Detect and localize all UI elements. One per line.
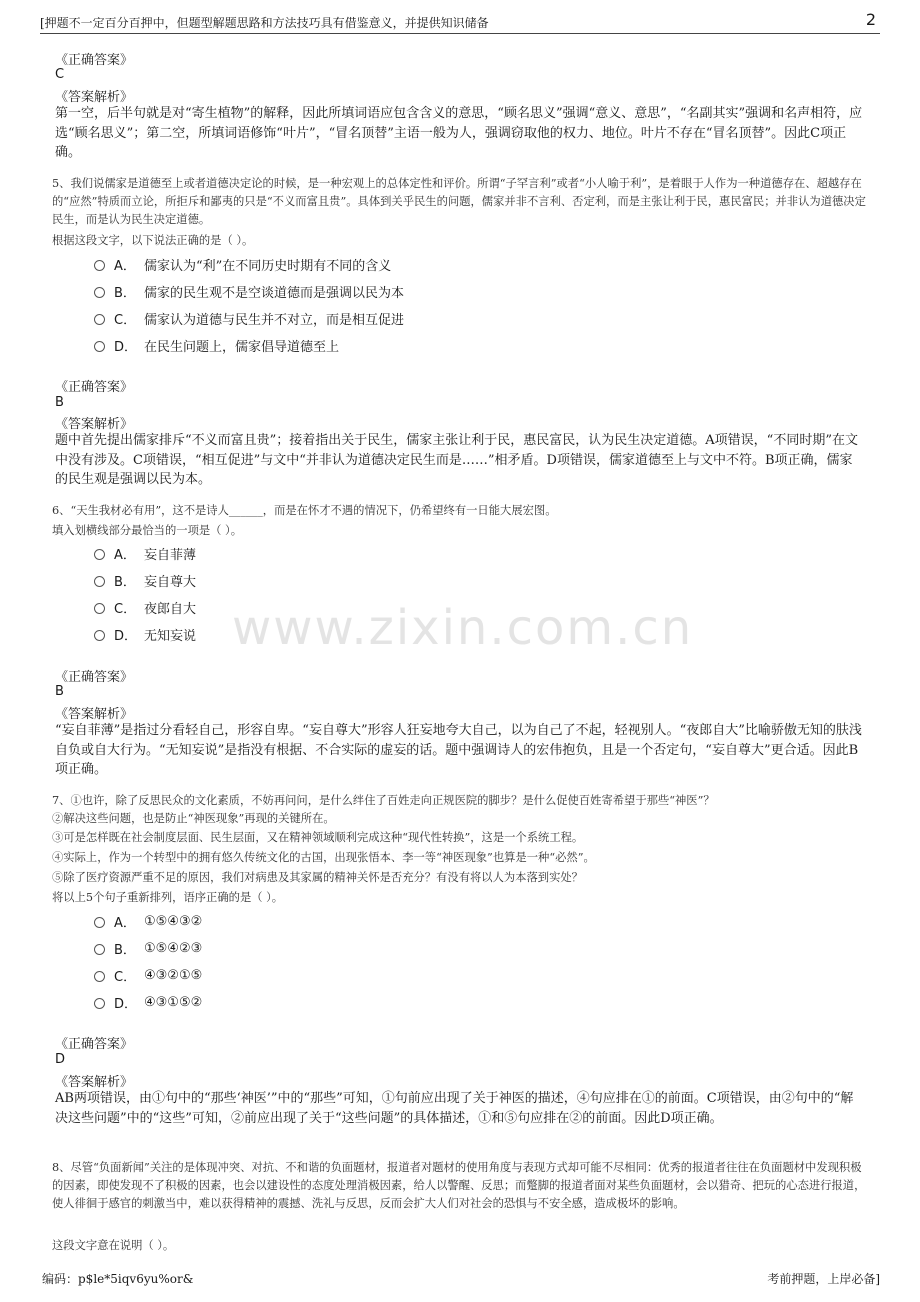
answer-explanation: AB两项错误，由①句中的“那些‘神医’”中的“那些”可知，①句前应出现了关于神医的描述，④句应排在①的前面。C项错误，由②句中的“解决这些问题”中的“这些”可知，②前应出现了关于“这些问题”的具体描述，①和⑤句应排在②的前面。因此D项正确。 <box>55 1091 854 1126</box>
radio-icon[interactable] <box>94 944 105 955</box>
option-text: ④③①⑤② <box>144 994 203 1010</box>
question-5-stem: 5、我们说儒家是道德至上或者道德决定论的时候，是一种宏观上的总体定性和评价。所谓“子罕言利”或者“小人喻于利”，是着眼于人作为一种道德存在、超越存在的“应然”特质而立论，所拒斥和鄙夷的只是“不义而富且贵”。具体到关乎民生的问题，儒家并非不言利、否定利，而是主张让利于民，惠民富民；并非认为道德决定民生，而是认为民生决定道德。 <box>52 177 866 226</box>
radio-icon[interactable] <box>94 917 105 928</box>
answer-letter: B <box>55 395 64 410</box>
q7-option-a[interactable] <box>94 911 202 931</box>
option-text: 儒家认为道德与民生并不对立，而是相互促进 <box>144 312 405 328</box>
option-text: 儒家认为“利”在不同历史时期有不同的含义 <box>144 258 392 274</box>
question-5-prompt: 根据这段文字，以下说法正确的是（ ）。 <box>52 234 254 247</box>
option-key: B． <box>114 942 136 958</box>
option-text: ①⑤④②③ <box>144 940 203 956</box>
answer-letter: D <box>55 1052 66 1067</box>
question-6-prompt: 填入划横线部分最恰当的一项是（ ）。 <box>52 524 242 537</box>
question-8-prompt: 这段文字意在说明（ ）。 <box>52 1239 175 1252</box>
radio-icon[interactable] <box>94 971 105 982</box>
question-6-stem: 6、“天生我材必有用”，这不是诗人______，而是在怀才不遇的情况下，仍希望终有一日能大展宏图。 <box>52 504 557 517</box>
option-key: D． <box>114 996 138 1012</box>
radio-icon[interactable] <box>94 576 105 587</box>
q7-option-d[interactable] <box>94 992 202 1012</box>
radio-icon[interactable] <box>94 260 105 271</box>
radio-icon[interactable] <box>94 630 105 641</box>
watermark: www.zixin.com.cn <box>232 600 694 656</box>
option-key: C． <box>114 969 137 985</box>
option-text: ①⑤④③② <box>144 913 203 929</box>
option-text: 儒家的民生观不是空谈道德而是强调以民为本 <box>144 285 405 301</box>
radio-icon[interactable] <box>94 603 105 614</box>
q6-option-a[interactable] <box>94 543 196 563</box>
option-key: A． <box>114 547 136 563</box>
option-text: 夜郎自大 <box>144 601 197 617</box>
radio-icon[interactable] <box>94 998 105 1009</box>
answer-explanation: “妄自菲薄”是指过分看轻自己，形容自卑。“妄自尊大”形容人狂妄地夸大自己，以为自己了不起，轻视别人。“夜郎自大”比喻骄傲无知的肤浅自负或自大行为。“无知妄说”是指没有根据、不合实际的虚妄的话。题中强调诗人的宏伟抱负，且是一个否定句，“妄自尊大”更合适。因此B项正确。 <box>55 723 862 777</box>
q6-option-d[interactable] <box>94 624 196 644</box>
option-key: D． <box>114 339 138 355</box>
option-text: 无知妄说 <box>144 628 197 644</box>
q7-option-b[interactable] <box>94 938 202 958</box>
correct-answer-label: 《正确答案》 <box>55 53 134 68</box>
question-7-prompt: 将以上5个句子重新排列，语序正确的是（ ）。 <box>52 891 284 904</box>
radio-icon[interactable] <box>94 549 105 560</box>
option-text: ④③②①⑤ <box>144 967 203 983</box>
radio-icon[interactable] <box>94 341 105 352</box>
option-key: B． <box>114 285 136 301</box>
q5-option-b[interactable] <box>94 281 404 301</box>
footer-slogan: 考前押题，上岸必备] <box>767 1272 880 1286</box>
option-text: 妄自尊大 <box>144 574 197 590</box>
page-number: 2 <box>865 10 876 29</box>
option-text: 妄自菲薄 <box>144 547 197 563</box>
q5-option-c[interactable] <box>94 308 404 328</box>
header-text: [押题不一定百分百押中，但题型解题思路和方法技巧具有借鉴意义，并提供知识储备 <box>40 16 489 30</box>
radio-icon[interactable] <box>94 314 105 325</box>
page-header <box>40 12 880 34</box>
analysis-label: 《答案解析》 <box>55 417 134 432</box>
q5-option-a[interactable] <box>94 254 391 274</box>
option-key: C． <box>114 601 137 617</box>
question-7-line-4: ④实际上，作为一个转型中的拥有悠久传统文化的古国，出现张悟本、李一等“神医现象”也算是一种“必然”。 <box>52 851 595 864</box>
q6-option-c[interactable] <box>94 597 196 617</box>
q6-option-b[interactable] <box>94 570 196 590</box>
analysis-label: 《答案解析》 <box>55 90 134 105</box>
option-text: 在民生问题上，儒家倡导道德至上 <box>144 339 340 355</box>
question-7-line-5: ⑤除了医疗资源严重不足的原因，我们对病患及其家属的精神关怀是否充分？有没有将以人为本落到实处？ <box>52 871 583 884</box>
answer-letter: C <box>55 67 65 82</box>
correct-answer-label: 《正确答案》 <box>55 670 134 685</box>
option-key: A． <box>114 258 136 274</box>
analysis-label: 《答案解析》 <box>55 707 134 722</box>
document-code: 编码：p$le*5iqv6yu%or& <box>42 1272 194 1286</box>
option-key: C． <box>114 312 137 328</box>
correct-answer-label: 《正确答案》 <box>55 380 134 395</box>
question-7-line-2: ②解决这些问题，也是防止“神医现象”再现的关键所在。 <box>52 812 335 825</box>
q5-option-d[interactable] <box>94 335 339 355</box>
correct-answer-label: 《正确答案》 <box>55 1037 134 1052</box>
q7-option-c[interactable] <box>94 965 202 985</box>
analysis-label: 《答案解析》 <box>55 1075 134 1090</box>
option-key: D． <box>114 628 138 644</box>
answer-explanation: 题中首先提出儒家排斥“不义而富且贵”；接着指出关于民生，儒家主张让利于民，惠民富民，认为民生决定道德。A项错误，“不同时期”在文中没有涉及。C项错误，“相互促进”与文中“并非认为道德决定民生而是……”相矛盾。D项错误，儒家道德至上与文中不符。B项正确，儒家的民生观是强调以民为本。 <box>55 433 858 487</box>
question-7-line-3: ③可是怎样既在社会制度层面、民生层面，又在精神领域顺利完成这种“现代性转换”，这是一个系统工程。 <box>52 831 584 844</box>
option-key: B． <box>114 574 136 590</box>
question-8-stem: 8、尽管“负面新闻”关注的是体现冲突、对抗、不和谐的负面题材，报道者对题材的使用角度与表现方式却可能不尽相同：优秀的报道者往往在负面题材中发现积极的因素，即使发现不了积极的因素，也会以建设性的态度处理消极因素，给人以警醒、反思；而蹩脚的报道者面对某些负面题材，会以猎奇、把玩的心态进行报道，使人徘徊于感官的刺激当中，难以获得精神的震撼、洗礼与反思，反而会扩大人们对社会的恐惧与不安全感，造成极坏的影响。 <box>52 1161 866 1210</box>
option-key: A． <box>114 915 136 931</box>
answer-explanation: 第一空，后半句就是对“寄生植物”的解释，因此所填词语应包含含义的意思，“顾名思义”强调“意义、意思”，“名副其实”强调和名声相符，应选“顾名思义”；第二空，所填词语修饰“叶片”，“冒名顶替”主语一般为人，强调窃取他的权力、地位。叶片不存在“冒名顶替”。因此C项正确。 <box>55 106 863 160</box>
radio-icon[interactable] <box>94 287 105 298</box>
question-7-line-1: 7、①也许，除了反思民众的文化素质，不妨再问问，是什么绊住了百姓走向正规医院的脚步？是什么促使百姓寄希望于那些“神医”？ <box>52 794 715 807</box>
answer-letter: B <box>55 684 64 699</box>
